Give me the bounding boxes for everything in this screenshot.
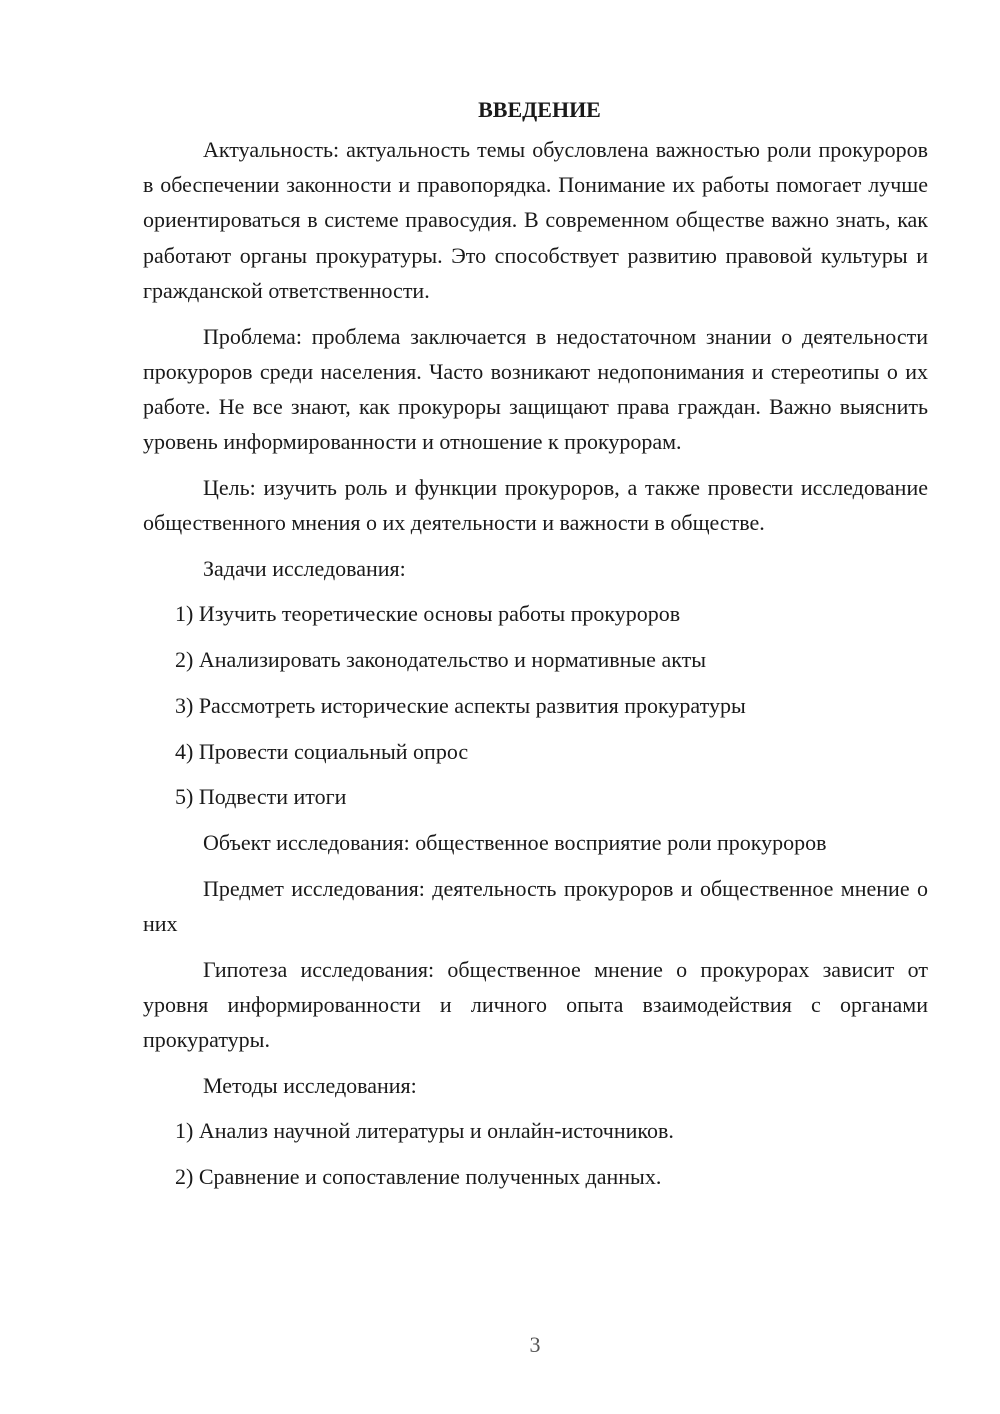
list-item: 4) Провести социальный опрос <box>175 738 469 764</box>
relevance-paragraph: Актуальность: актуальность темы обусловлена важностью роли прокуроров в обеспечении законности и правопорядка. Понимание их работы помогает лучше ориентироваться в системе правосудия. В современном обществе важно знать, как работают органы прокуратуры. Это способствует развитию правовой культуры и гражданской ответственности. <box>143 137 928 303</box>
problem-paragraph: Проблема: проблема заключается в недостаточном знании о деятельности прокуроров среди населения. Часто возникают недопонимания и стереотипы о их работе. Не все знают, как прокуроры защищают права граждан. Важно выяснить уровень информированности и отношение к прокурорам. <box>143 323 928 455</box>
list-item: 1) Изучить теоретические основы работы прокуроров <box>175 601 681 627</box>
tasks-title: Задачи исследования: <box>203 555 406 581</box>
list-item: 1) Анализ научной литературы и онлайн-источников. <box>175 1118 674 1144</box>
tasks-list <box>143 596 928 814</box>
list-item: 2) Сравнение и сопоставление полученных данных. <box>175 1164 662 1190</box>
hypothesis-paragraph: Гипотеза исследования: общественное мнение о прокурорах зависит от уровня информированности и личного опыта взаимодействия с органами прокуратуры. <box>143 956 928 1052</box>
list-item: 3) Рассмотреть исторические аспекты развития прокуратуры <box>175 692 746 718</box>
subject-paragraph: Предмет исследования: деятельность прокуроров и общественное мнение о них <box>143 875 928 936</box>
list-item: 5) Подвести итоги <box>175 784 347 810</box>
goal-paragraph: Цель: изучить роль и функции прокуроров, а также провести исследование общественного мнения о их деятельности и важности в обществе. <box>143 474 928 536</box>
methods-title: Методы исследования: <box>203 1072 417 1098</box>
list-item: 2) Анализировать законодательство и нормативные акты <box>175 647 706 673</box>
page-number: 3 <box>529 1332 541 1357</box>
methods-list <box>143 1113 928 1194</box>
section-heading: ВВЕДЕНИЕ <box>478 97 601 122</box>
object-paragraph: Объект исследования: общественное восприятие роли прокуроров <box>203 829 827 855</box>
page-content <box>143 92 928 1205</box>
